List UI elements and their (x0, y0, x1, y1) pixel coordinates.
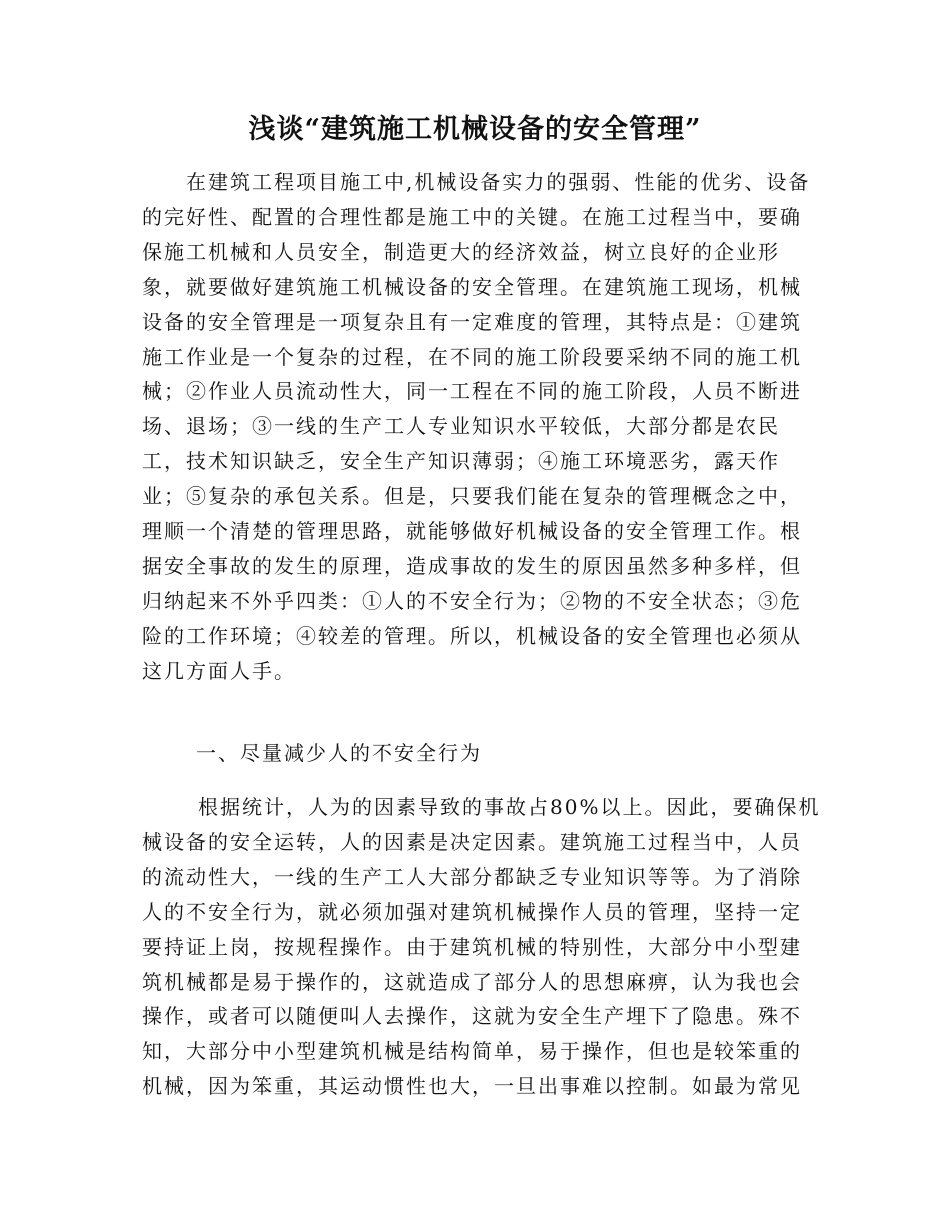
paragraph-line: 的流动性大，一线的生产工人大部分都缺乏专业知识等等。为了消除 (142, 864, 802, 889)
paragraph-line: 设备的安全管理是一项复杂且有一定难度的管理，其特点是：①建筑 (142, 309, 802, 334)
paragraph-line: 象，就要做好建筑施工机械设备的安全管理。在建筑施工现场，机械 (142, 274, 802, 299)
paragraph-line: 筑机械都是易于操作的，这就造成了部分人的思想麻痹，认为我也会 (142, 969, 802, 994)
paragraph-line: 的完好性、配置的合理性都是施工中的关键。在施工过程当中，要确 (142, 204, 802, 229)
paragraph-line: 要持证上岗，按规程操作。由于建筑机械的特别性，大部分中小型建 (142, 934, 802, 959)
paragraph-line: 施工作业是一个复杂的过程，在不同的施工阶段要采纳不同的施工机 (142, 344, 802, 369)
paragraph-line: 业；⑤复杂的承包关系。但是，只要我们能在复杂的管理概念之中， (142, 484, 802, 509)
paragraph-line: 根据统计，人为的因素导致的事故占80%以上。因此，要确保机 (198, 795, 821, 819)
paragraph-line: 归纳起来不外乎四类：①人的不安全行为；②物的不安全状态；③危 (142, 588, 802, 613)
paragraph-line: 人的不安全行为，就必须加强对建筑机械操作人员的管理，坚持一定 (142, 899, 802, 924)
paragraph-line: 据安全事故的发生的原理，造成事故的发生的原因虽然多种多样，但 (142, 553, 802, 578)
paragraph-line: 场、退场；③一线的生产工人专业知识水平较低，大部分都是农民 (142, 414, 780, 439)
paragraph-line: 械；②作业人员流动性大，同一工程在不同的施工阶段，人员不断进 (142, 379, 802, 404)
paragraph-line: 知，大部分中小型建筑机械是结构简单，易于操作，但也是较笨重的 (142, 1039, 802, 1064)
paragraph-line: 械设备的安全运转，人的因素是决定因素。建筑施工过程当中，人员 (142, 829, 802, 854)
paragraph-line: 机械，因为笨重，其运动惯性也大，一旦出事难以控制。如最为常见 (142, 1074, 802, 1099)
paragraph-line: 保施工机械和人员安全，制造更大的经济效益，树立良好的企业形 (142, 239, 780, 264)
section-heading: 一、尽量减少人的不安全行为 (196, 741, 482, 765)
paragraph-line: 理顺一个清楚的管理思路，就能够做好机械设备的安全管理工作。根 (142, 519, 802, 544)
paragraph-intro (142, 165, 822, 689)
paragraph-line: 险的工作环境；④较差的管理。所以，机械设备的安全管理也必须从 (142, 623, 802, 648)
paragraph-line: 操作，或者可以随便叫人去操作，这就为安全生产埋下了隐患。殊不 (142, 1004, 802, 1029)
document-title: 浅谈“建筑施工机械设备的安全管理” (248, 114, 702, 145)
paragraph-line: 工，技术知识缺乏，安全生产知识薄弱；④施工环境恶劣，露天作 (142, 449, 780, 474)
paragraph-line: 这几方面人手。 (142, 658, 296, 683)
paragraph-line: 在建筑工程项目施工中,机械设备实力的强弱、性能的优劣、设备 (186, 170, 811, 194)
paragraph-section-1 (142, 790, 822, 1104)
